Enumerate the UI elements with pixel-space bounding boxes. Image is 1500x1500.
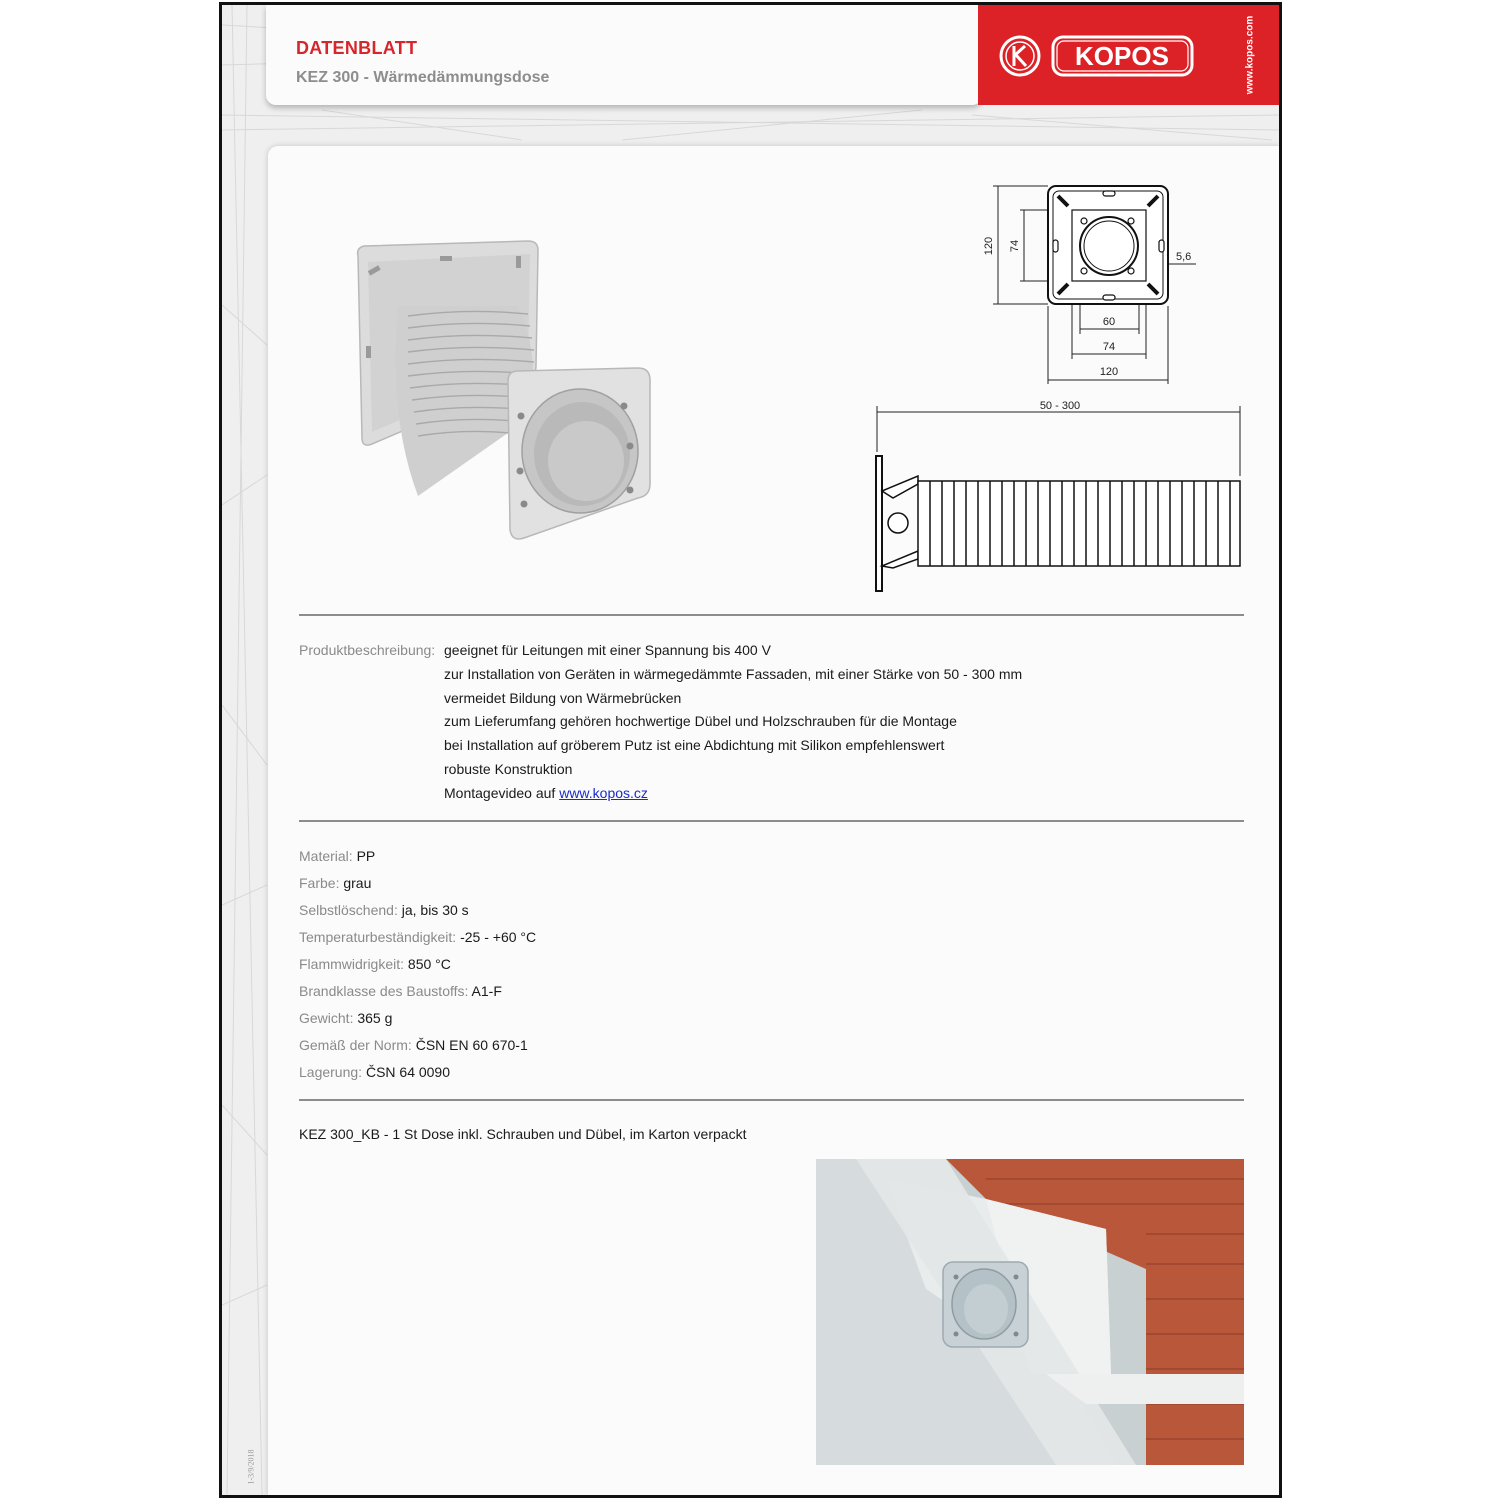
svg-text:KOPOS: KOPOS (1075, 41, 1169, 71)
brand-website: www.kopos.com (1244, 15, 1256, 95)
svg-text:50 - 300: 50 - 300 (1039, 400, 1081, 412)
product-illustration (348, 236, 668, 556)
svg-text:74: 74 (1009, 239, 1021, 253)
spec-list (299, 848, 536, 1091)
description-item: zur Installation von Geräten in wärmegedämmte Fassaden, mit einer Stärke von 50 - 300 mm (444, 665, 1023, 682)
side-view-drawing (873, 396, 1253, 596)
divider (299, 1099, 1244, 1101)
main-content-card (268, 146, 1280, 1496)
version-stamp: 1-3/9/2018 (246, 1449, 256, 1485)
description-item: robuste Konstruktion (444, 760, 573, 777)
packaging-info: KEZ 300_KB - 1 St Dose inkl. Schrauben und Dübel, im Karton verpackt (299, 1126, 747, 1142)
description-list (444, 642, 1022, 809)
installation-photo (816, 1159, 1244, 1465)
document-title: DATENBLATT (296, 38, 418, 58)
divider (299, 614, 1244, 616)
brand-block (978, 5, 1280, 105)
description-item: vermeidet Bildung von Wärmebrücken (444, 689, 682, 706)
spec-row-flame-resistance: Flammwidrigkeit: 850 °C (299, 956, 451, 972)
divider (299, 820, 1244, 822)
document-subtitle: KEZ 300 - Wärmedämmungsdose (296, 69, 550, 86)
spec-row-color: Farbe: grau (299, 875, 372, 891)
svg-text:120: 120 (1099, 366, 1119, 378)
spec-row-weight: Gewicht: 365 g (299, 1010, 393, 1026)
svg-text:74: 74 (1102, 341, 1116, 353)
spec-row-temperature: Temperaturbeständigkeit: -25 - +60 °C (299, 929, 537, 945)
svg-text:5,6: 5,6 (1176, 251, 1192, 263)
spec-row-material: Material: PP (299, 848, 376, 864)
spec-row-standard: Gemäß der Norm: ČSN EN 60 670-1 (299, 1037, 528, 1053)
video-link[interactable]: www.kopos.cz (559, 784, 648, 801)
spec-row-storage: Lagerung: ČSN 64 0090 (299, 1064, 451, 1080)
top-view-drawing (968, 174, 1208, 384)
description-item: geeignet für Leitungen mit einer Spannung bis 400 V (444, 642, 771, 658)
spec-row-fire-class: Brandklasse des Baustoffs: A1-F (299, 983, 502, 999)
header-card (266, 5, 982, 105)
description-item: bei Installation auf gröberem Putz ist eine Abdichtung mit Silikon empfehlenswert (444, 737, 945, 754)
datasheet-page (219, 2, 1282, 1498)
description-item-video: Montagevideo auf www.kopos.cz (444, 784, 648, 801)
description-item: zum Lieferumfang gehören hochwertige Dübel und Holzschrauben für die Montage (444, 713, 957, 730)
kopos-logo (978, 5, 1280, 105)
svg-text:120: 120 (983, 236, 995, 256)
svg-text:60: 60 (1102, 316, 1116, 328)
spec-row-self-extinguishing: Selbstlöschend: ja, bis 30 s (299, 902, 469, 918)
description-label: Produktbeschreibung: (299, 642, 436, 658)
